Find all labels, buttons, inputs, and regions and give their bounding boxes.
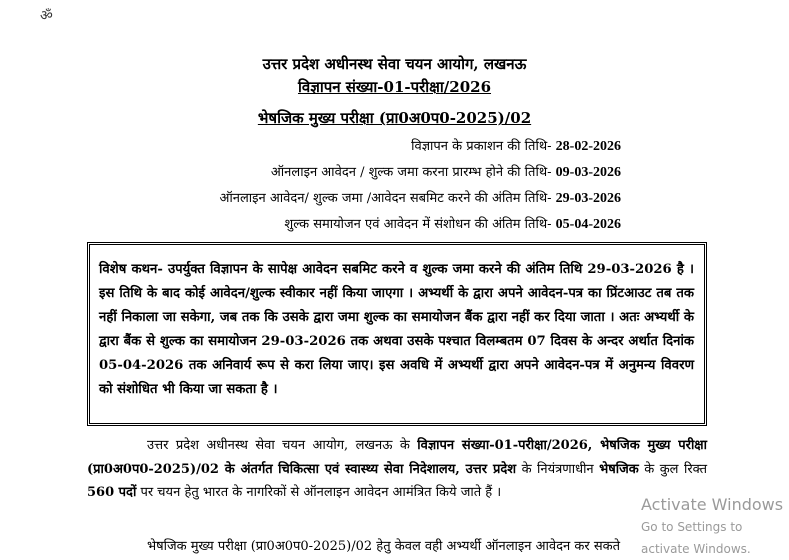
commission-title: उत्तर प्रदेश अधीनस्थ सेवा चयन आयोग, लखनऊ bbox=[262, 55, 527, 73]
date-label: शुल्क समायोजन एवं आवेदन में संशोधन की अंतिम तिथि- bbox=[284, 217, 552, 232]
body-bold-text: विज्ञापन संख्या-01-परीक्षा/2026, भेषजिक मुख्य परीक्षा bbox=[417, 438, 707, 453]
body-paragraph-2: भेषजिक मुख्य परीक्षा (प्रा0अ0प0-2025)/02 हेतु केवल वही अभ्यर्थी ऑनलाइन आवेदन कर सकते bbox=[147, 539, 621, 554]
date-row-fee-correction-end bbox=[219, 212, 621, 238]
body-text: के कुल रिक्त bbox=[644, 461, 708, 477]
date-label: ऑनलाइन आवेदन/ शुल्क जमा /आवेदन सबमिट करने की अंतिम तिथि- bbox=[219, 191, 552, 206]
date-row-application-start bbox=[219, 160, 621, 186]
watermark-subtitle: Go to Settings to activate Windows. bbox=[641, 520, 751, 556]
date-row-publication bbox=[219, 134, 621, 160]
special-notice-box bbox=[87, 242, 707, 426]
exam-title: भेषजिक मुख्य परीक्षा (प्रा0अ0प0-2025)/02 bbox=[257, 109, 532, 127]
body-bold-text: (प्रा0अ0प0-2025)/02 के अंतर्गत bbox=[87, 461, 273, 477]
body-text: पर चयन हेतु भारत के नागरिकों से ऑनलाइन आवेदन आमंत्रित किये जाते हैं । bbox=[140, 485, 502, 500]
body-bold-text: 560 पदों bbox=[87, 485, 137, 500]
special-notice-text: विशेष कथन- उपर्युक्त विज्ञापन के सापेक्ष आवेदन सबमिट करने व शुल्क जमा करने की अंतिम तिथि 29-03-2026 है । इस तिथि के बाद कोई आवेदन/शुल्क स्वीकार नहीं किया जाएगा । अभ्यर्थी के द्वारा अपने आवेदन-पत्र का प्रिंटआउट तब तक नहीं निकाला जा सकेगा, जब तक कि उसके द्वारा जमा शुल्क का समायोजन बैंक द्वारा नहीं कर दिया जाता । अतः अभ्यर्थी के द्वारा बैंक से शुल्क का समायोजन 29-03-2026 तक अथवा उसके पश्चात विलम्बतम 07 दिवस के अन्दर अर्थात दिनांक 05-04-2026 तक अनिवार्य रूप से करा लिया जाए। इस अवधि में अभ्यर्थी द्वारा अपने आवेदन-पत्र में अनुमन्य विवरण को संशोधित भी किया जा सकता है । bbox=[99, 262, 694, 397]
date-value: 09-03-2026 bbox=[555, 165, 621, 180]
body-text: उत्तर प्रदेश अधीनस्थ सेवा चयन आयोग, लखनऊ के bbox=[147, 438, 410, 453]
body-paragraph bbox=[87, 434, 707, 505]
body-bold-text: भेषजिक bbox=[599, 461, 639, 477]
date-value: 05-04-2026 bbox=[555, 217, 621, 232]
important-dates bbox=[219, 134, 621, 238]
date-label: विज्ञापन के प्रकाशन की तिथि- bbox=[411, 139, 552, 154]
date-row-application-end bbox=[219, 186, 621, 212]
date-value: 29-03-2026 bbox=[555, 191, 621, 206]
om-symbol: ॐ bbox=[40, 8, 53, 24]
date-value: 28-02-2026 bbox=[555, 139, 621, 154]
body-text: के नियंत्रणाधीन bbox=[521, 461, 594, 477]
advertisement-number: विज्ञापन संख्या-01-परीक्षा/2026 bbox=[297, 78, 492, 96]
date-label: ऑनलाइन आवेदन / शुल्क जमा करना प्रारम्भ होने की तिथि- bbox=[270, 165, 552, 180]
watermark-title: Activate Windows bbox=[641, 495, 784, 514]
body-bold-text: चिकित्सा एवं स्वास्थ्य सेवा निदेशालय, उत्तर प्रदेश bbox=[278, 461, 517, 477]
